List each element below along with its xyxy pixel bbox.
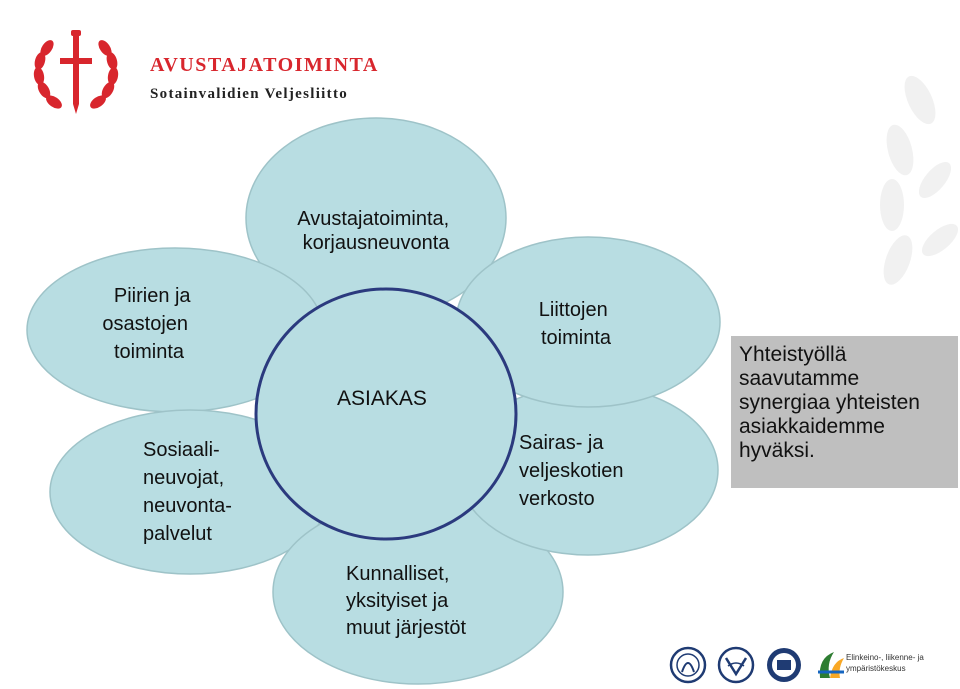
- node-kunnalliset-line3: muut järjestöt: [346, 617, 467, 639]
- node-sosiaali-line1: Sosiaali-: [143, 439, 220, 461]
- callout-line: synergiaa yhteisten: [739, 391, 920, 414]
- node-sosiaali-line3: neuvonta-: [143, 495, 232, 517]
- svg-text:Kunnalliset, yksityise: [346, 563, 466, 639]
- node-liittojen-line2: toiminta: [540, 327, 612, 349]
- ely-line: Elinkeino-, liikenne- ja: [846, 653, 924, 662]
- callout-line: asiakkaidemme: [739, 415, 885, 438]
- node-piirien-line2: osastojen: [102, 313, 189, 335]
- brand-subtitle: Sotainvalidien Veljesliitto: [150, 86, 349, 102]
- partner-logo-2-icon: [716, 646, 756, 684]
- node-kunnalliset-line1: Kunnalliset,: [346, 563, 450, 585]
- ely-logo-text: [846, 652, 946, 674]
- partner-logo-3-icon: [764, 646, 804, 684]
- callout-text: [739, 343, 954, 463]
- node-sairas-line2: veljeskotien: [519, 460, 624, 482]
- node-sairas-line1: Sairas- ja: [519, 432, 604, 454]
- callout-line: saavutamme: [739, 367, 860, 390]
- node-piirien-line3: toiminta: [113, 341, 185, 363]
- svg-text:Piirien ja osastojen: [102, 285, 196, 363]
- ely-line: ympäristökeskus: [846, 664, 906, 673]
- node-liittojen-line1: Liittojen: [538, 299, 608, 321]
- ely-logo-icon: [816, 648, 846, 682]
- node-avustajatoiminta-line1: Avustajatoiminta,: [297, 208, 450, 230]
- node-sairas-line3: verkosto: [519, 488, 595, 510]
- callout-line: hyväksi.: [739, 439, 815, 462]
- node-sosiaali-line2: neuvojat,: [143, 467, 225, 489]
- node-piirien-line1: Piirien ja: [113, 285, 191, 307]
- node-kunnalliset-line2: yksityiset ja: [346, 590, 449, 612]
- center-label: ASIAKAS: [337, 387, 427, 410]
- center-node-asiakas: [256, 289, 516, 539]
- node-sosiaali-line4: palvelut: [143, 523, 212, 545]
- node-avustajatoiminta-line2: korjausneuvonta: [302, 232, 450, 254]
- callout-line: Yhteistyöllä: [739, 343, 847, 366]
- partner-logo-1-icon: [668, 646, 708, 684]
- brand-title: AVUSTAJATOIMINTA: [150, 54, 379, 76]
